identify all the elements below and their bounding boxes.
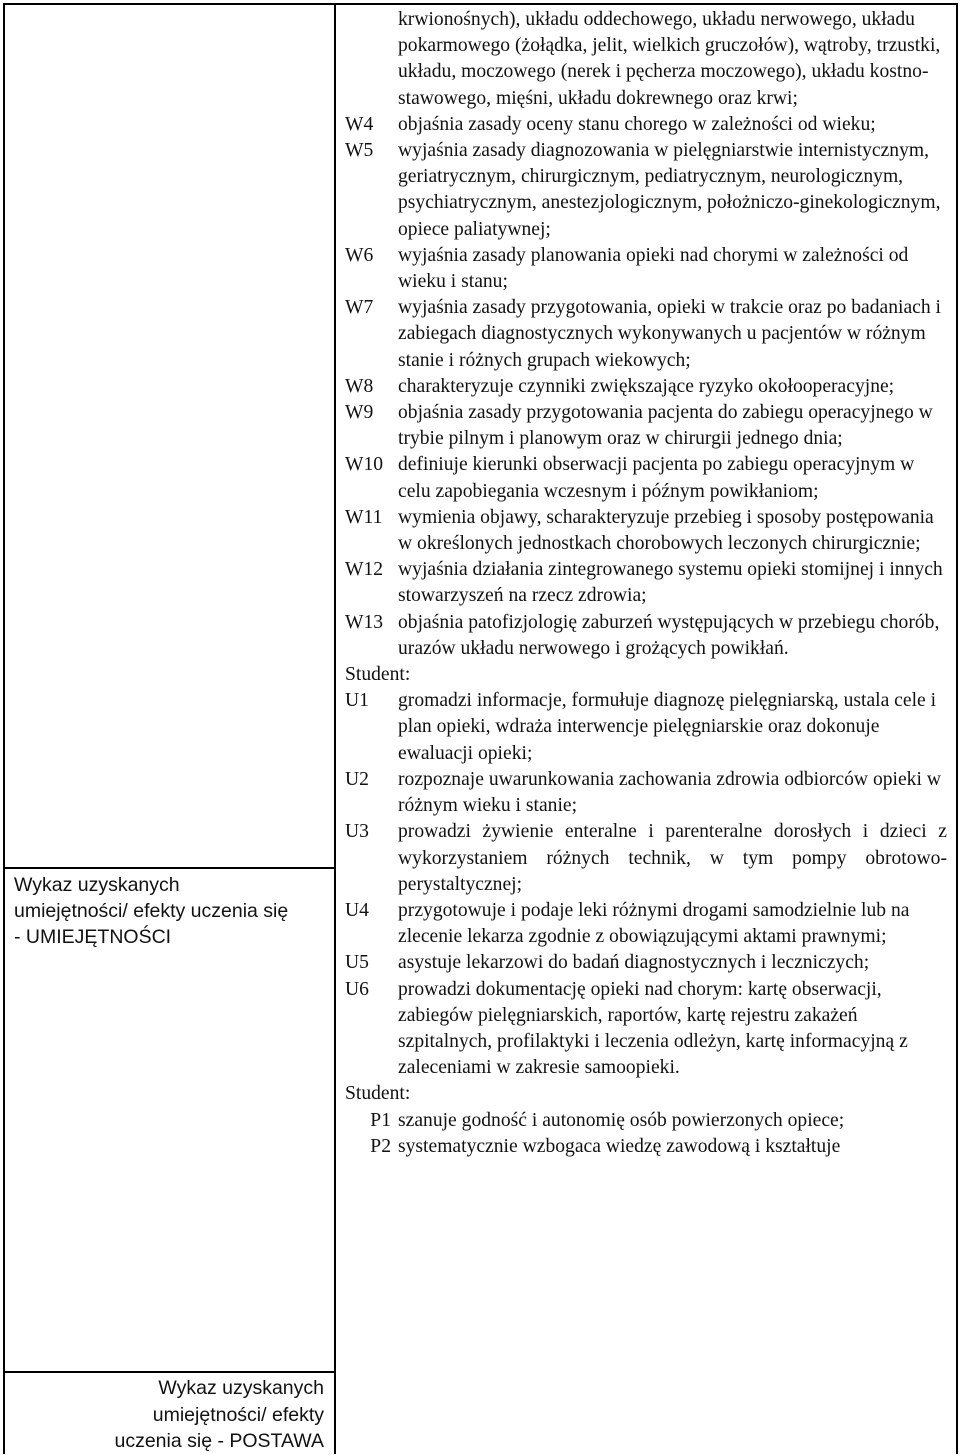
outcome-w4 [345, 112, 947, 138]
outcome-code: P1 [370, 1109, 391, 1131]
outcome-code: W4 [345, 113, 374, 135]
outcome-code: W12 [345, 559, 384, 581]
table-border-right [956, 3, 958, 1454]
outcome-text: wyjaśnia zasady przygotowania, opieki w trakcie oraz po badaniach i zabiegach diagnostycznych wykonywanych u pacjentów w różnym stanie i różnych grupach wiekowych; [398, 297, 941, 371]
outcome-code: W8 [345, 375, 374, 397]
outcome-text: gromadzi informacje, formułuje diagnozę pielęgniarską, ustala cele i plan opieki, wdraża interwencje pielęgniarskie oraz dokonuje ewaluacji opieki; [398, 690, 937, 764]
outcome-text: objaśnia patofizjologię zaburzeń występujących w przebiegu chorób, urazów układu nerwowego i grożących powikłań. [398, 611, 940, 659]
outcome-code: W6 [345, 244, 374, 266]
skills-row-label: Wykaz uzyskanych umiejętności/ efekty uczenia się - UMIEJĘTNOŚCI [14, 874, 289, 948]
outcome-code: U2 [345, 768, 369, 790]
outcome-text: charakteryzuje czynniki zwiększające ryzyko okołooperacyjne; [398, 375, 895, 397]
attitude-row-label: Wykaz uzyskanych umiejętności/ efekty uczenia się - POSTAWA [114, 1377, 324, 1452]
outcome-text: objaśnia zasady oceny stanu chorego w zależności od wieku; [398, 113, 876, 135]
outcome-code: W10 [345, 454, 384, 476]
outcome-text: objaśnia zasady przygotowania pacjenta do zabiegu operacyjnego w trybie pilnym i planowym oraz w chirurgii jednego dnia; [398, 402, 933, 450]
outcome-u4 [345, 898, 947, 950]
outcome-code: U1 [345, 690, 369, 712]
knowledge-continuation-text: krwionośnych), układu oddechowego, układu nerwowego, układu pokarmowego (żołądka, jelit, wielkich gruczołów), wątroby, trzustki, układu, moczowego (nerek i pęcherza moczowego), układu kostno-stawowego, mięśni, układu dokrewnego oraz krwi; [398, 9, 941, 109]
outcome-text: szanuje godność i autonomię osób powierzonych opiece; [398, 1109, 845, 1131]
outcome-text: prowadzi dokumentację opieki nad chorym: kartę obserwacji, zabiegów pielęgniarskich, raportów, kartę rejestru zakażeń szpitalnych, profilaktyki i leczenia odleżyn, kartę informacyjną z zaleceniami w zakresie samoopieki. [398, 978, 908, 1079]
outcome-code: U5 [345, 952, 369, 974]
outcome-u2 [345, 767, 947, 819]
outcome-w11 [345, 505, 947, 557]
outcome-text: wyjaśnia działania zintegrowanego systemu opieki stomijnej i innych stowarzyszeń na rzecz zdrowia; [398, 559, 943, 607]
outcome-w10 [345, 452, 947, 504]
outcome-code: W9 [345, 402, 374, 424]
outcome-code: U3 [345, 821, 369, 843]
outcome-u6 [345, 977, 947, 1082]
outcome-u5 [345, 950, 947, 976]
table-border-left [3, 3, 5, 1454]
outcome-code: W13 [345, 611, 384, 633]
outcome-text: definiuje kierunki obserwacji pacjenta po zabiegu operacyjnym w celu zapobiegania wczesnym i późnym powikłaniom; [398, 454, 915, 502]
outcome-text: rozpoznaje uwarunkowania zachowania zdrowia odbiorców opieki w różnym wieku i stanie; [398, 768, 941, 817]
outcome-w13 [345, 610, 947, 662]
outcome-code: W5 [345, 140, 374, 162]
outcome-p2 [345, 1134, 947, 1160]
learning-outcomes-column [345, 7, 947, 1160]
outcome-u3 [345, 819, 947, 898]
outcome-w6 [345, 243, 947, 295]
outcome-w8 [345, 374, 947, 400]
outcome-code: U4 [345, 899, 369, 921]
skills-heading: Student: [345, 664, 411, 686]
table-row-divider-attitude [3, 1371, 336, 1373]
outcome-code: W11 [345, 506, 383, 528]
outcome-text: systematycznie wzbogaca wiedzę zawodową i kształtuje [398, 1135, 841, 1157]
outcome-u1 [345, 688, 947, 767]
outcome-text: prowadzi żywienie enteralne i parenteralne dorosłych i dzieci z wykorzystaniem różnych technik, w tym pompy obrotowo-perystaltycznej; [398, 821, 947, 895]
outcome-text: wyjaśnia zasady planowania opieki nad chorymi w zależności od wieku i stanu; [398, 244, 909, 293]
table-row-divider-skills [3, 867, 336, 869]
outcome-w9 [345, 400, 947, 452]
outcome-text: asystuje lekarzowi do badań diagnostycznych i leczniczych; [398, 952, 870, 974]
outcome-w5 [345, 138, 947, 243]
outcome-code: P2 [370, 1135, 391, 1157]
table-border-top [3, 3, 958, 5]
outcome-code: U6 [345, 978, 369, 1000]
outcome-text: wymienia objawy, scharakteryzuje przebieg i sposoby postępowania w określonych jednostkach chorobowych leczonych chirurgicznie; [398, 506, 934, 555]
outcome-p1 [345, 1108, 947, 1134]
outcome-w12 [345, 557, 947, 609]
outcome-code: W7 [345, 297, 374, 319]
table-column-divider [334, 3, 336, 1454]
outcome-text: przygotowuje i podaje leki różnymi drogami samodzielnie lub na zlecenie lekarza zgodnie z obowiązującymi aktami prawnymi; [398, 899, 910, 948]
outcome-text: wyjaśnia zasady diagnozowania w pielęgniarstwie internistycznym, geriatrycznym, chirurgicznym, pediatrycznym, neurologicznym, psychiatrycznym, anestezjologicznym, położniczo-ginekologicznym, opiece paliatywnej; [398, 140, 941, 240]
outcome-w7 [345, 295, 947, 374]
attitude-heading: Student: [345, 1083, 411, 1105]
